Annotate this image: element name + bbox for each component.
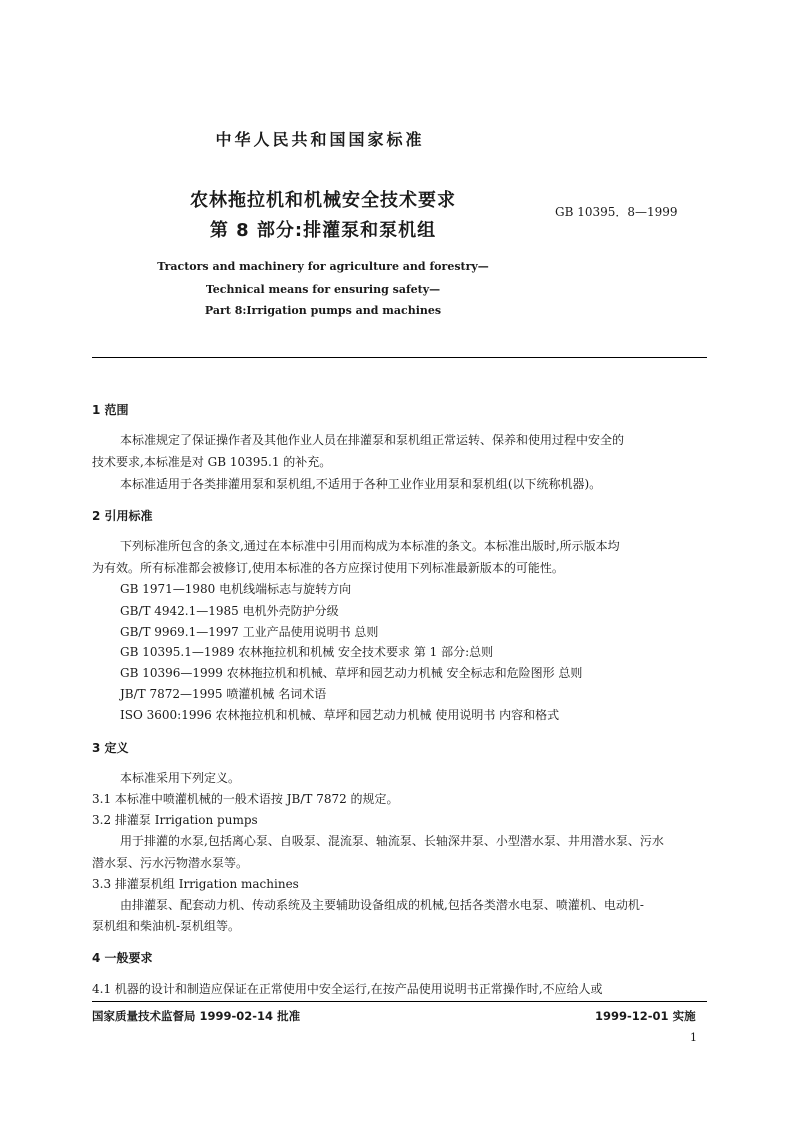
paragraph-line: 技术要求,本标准是对 GB 10395.1 的补充。 bbox=[92, 455, 332, 469]
header-divider bbox=[92, 357, 707, 358]
footer-divider bbox=[92, 1001, 707, 1002]
paragraph-line: 本标准采用下列定义。 bbox=[120, 771, 241, 785]
reference-item: GB 10395.1—1989 农林拖拉机和机械 安全技术要求 第 1 部分:总则 bbox=[120, 645, 494, 659]
english-title-line1: Tractors and machinery for agriculture and forestry— bbox=[157, 260, 489, 273]
paragraph-line: 用于排灌的水泵,包括离心泵、自吸泵、混流泵、轴流泵、长轴深井泵、小型潜水泵、井用潜水泵、污水 bbox=[120, 834, 664, 848]
section-heading-references: 2 引用标准 bbox=[92, 509, 153, 523]
paragraph-line: 下列标准所包含的条文,通过在本标准中引用而构成为本标准的条文。本标准出版时,所示版本均 bbox=[120, 539, 620, 553]
paragraph-line: 为有效。所有标准都会被修订,使用本标准的各方应探讨使用下列标准最新版本的可能性。 bbox=[92, 561, 564, 575]
english-title-line2: Technical means for ensuring safety— bbox=[205, 283, 441, 296]
paragraph-line: 潜水泵、污水污物潜水泵等。 bbox=[92, 856, 249, 870]
document-title-line2: 第 8 部分:排灌泵和泵机组 bbox=[209, 220, 437, 241]
page-number: 1 bbox=[690, 1031, 697, 1044]
implementation-date: 1999-12-01 实施 bbox=[595, 1009, 696, 1023]
section-heading-general-requirements: 4 一般要求 bbox=[92, 951, 153, 965]
standard-number: GB 10395．8—1999 bbox=[555, 205, 678, 219]
reference-item: GB 1971—1980 电机线端标志与旋转方向 bbox=[120, 582, 352, 596]
english-title-line3: Part 8:Irrigation pumps and machines bbox=[204, 304, 442, 317]
reference-item: JB/T 7872—1995 喷灌机械 名词术语 bbox=[120, 687, 327, 701]
section-heading-definitions: 3 定义 bbox=[92, 741, 129, 755]
paragraph-line: 本标准适用于各类排灌用泵和泵机组,不适用于各种工业作业用泵和泵机组(以下统称机器)。 bbox=[120, 477, 602, 491]
section-heading-scope: 1 范围 bbox=[92, 403, 129, 417]
standard-type-heading: 中华人民共和国国家标准 bbox=[215, 130, 425, 149]
approval-info: 国家质量技术监督局 1999-02-14 批准 bbox=[92, 1009, 301, 1023]
paragraph-line: 泵机组和柴油机-泵机组等。 bbox=[92, 919, 241, 933]
reference-item: ISO 3600:1996 农林拖拉机和机械、草坪和园艺动力机械 使用说明书 内容和格式 bbox=[120, 708, 560, 722]
paragraph-line: 由排灌泵、配套动力机、传动系统及主要辅助设备组成的机械,包括各类潜水电泵、喷灌机、电动机- bbox=[120, 898, 644, 912]
definition-3-1: 3.1 本标准中喷灌机械的一般术语按 JB/T 7872 的规定。 bbox=[92, 792, 399, 806]
paragraph-line: 本标准规定了保证操作者及其他作业人员在排灌泵和泵机组正常运转、保养和使用过程中安全的 bbox=[120, 433, 625, 447]
reference-item: GB 10396—1999 农林拖拉机和机械、草坪和园艺动力机械 安全标志和危险图形 总则 bbox=[120, 666, 583, 680]
clause-4-1: 4.1 机器的设计和制造应保证在正常使用中安全运行,在按产品使用说明书正常操作时,不应给人或 bbox=[92, 982, 603, 996]
document-title-line1: 农林拖拉机和机械安全技术要求 bbox=[190, 190, 456, 211]
reference-item: GB/T 4942.1—1985 电机外壳防护分级 bbox=[120, 604, 339, 618]
reference-item: GB/T 9969.1—1997 工业产品使用说明书 总则 bbox=[120, 625, 379, 639]
definition-3-3-title: 3.3 排灌泵机组 Irrigation machines bbox=[92, 877, 299, 891]
definition-3-2-title: 3.2 排灌泵 Irrigation pumps bbox=[92, 813, 258, 827]
